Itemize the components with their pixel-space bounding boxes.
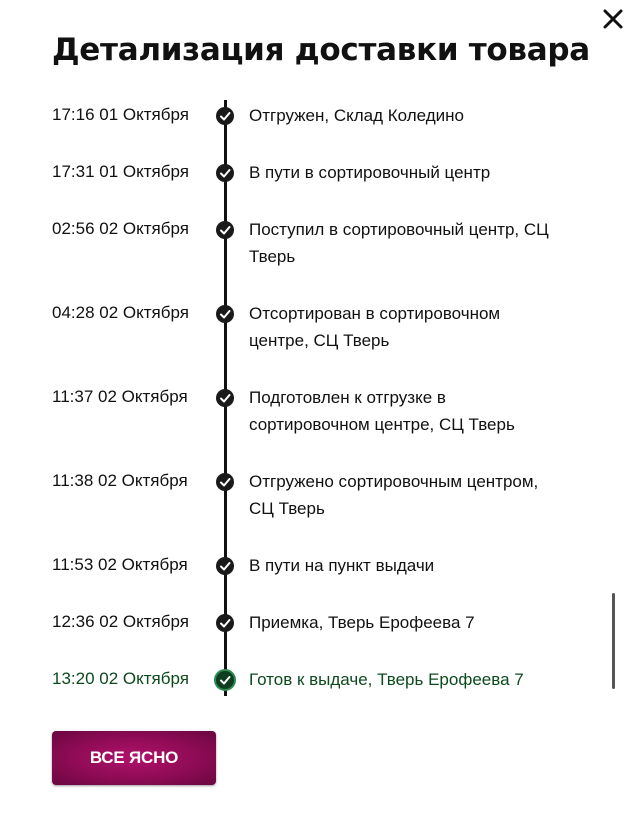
close-icon <box>598 4 628 34</box>
check-icon <box>216 389 234 407</box>
modal-title: Детализация доставки товара <box>52 32 590 68</box>
event-status: Готов к выдаче, Тверь Ерофеева 7 <box>249 670 524 689</box>
event-status: Подготовлен к отгрузке в сортировочном центре, СЦ Тверь <box>249 388 515 434</box>
ok-button[interactable]: ВСЕ ЯСНО <box>52 731 216 785</box>
check-icon <box>216 473 234 491</box>
event-time: 13:20 02 Октября <box>52 669 189 688</box>
check-icon <box>216 164 234 182</box>
event-status: В пути на пункт выдачи <box>249 556 435 575</box>
event-time: 17:16 01 Октября <box>52 105 189 124</box>
event-time: 11:53 02 Октября <box>52 555 188 574</box>
event-time: 11:38 02 Октября <box>52 471 188 490</box>
check-icon <box>216 107 234 125</box>
check-icon <box>216 557 234 575</box>
event-status: Отгружен, Склад Коледино <box>249 106 464 125</box>
event-status: Приемка, Тверь Ерофеева 7 <box>249 613 475 632</box>
event-time: 11:37 02 Октября <box>52 387 188 406</box>
event-status: В пути в сортировочный центр <box>249 163 491 182</box>
event-status: Отсортирован в сортировочном центре, СЦ Тверь <box>249 304 501 350</box>
check-icon <box>216 221 234 239</box>
event-status: Поступил в сортировочный центр, СЦ Тверь <box>249 220 549 266</box>
event-time: 02:56 02 Октября <box>52 219 189 238</box>
event-time: 12:36 02 Октября <box>52 612 189 631</box>
check-icon <box>216 305 234 323</box>
event-status: Отгружено сортировочным центром, СЦ Тверь <box>249 472 539 518</box>
scrollbar-thumb[interactable] <box>612 593 615 689</box>
close-button[interactable] <box>598 4 628 34</box>
check-icon <box>214 669 236 691</box>
event-time: 17:31 01 Октября <box>52 162 189 181</box>
check-icon <box>216 614 234 632</box>
event-time: 04:28 02 Октября <box>52 303 189 322</box>
delivery-timeline <box>0 96 610 706</box>
